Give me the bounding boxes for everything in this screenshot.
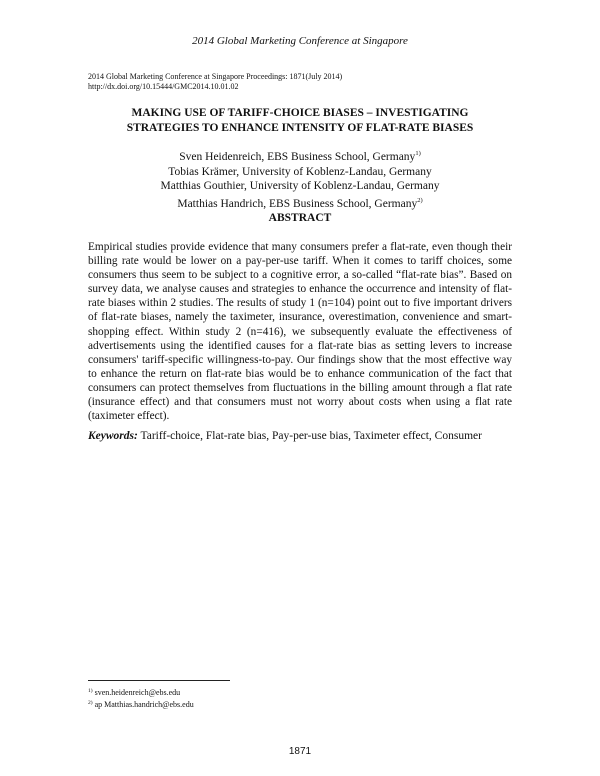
keywords <box>88 430 518 442</box>
proceedings-info <box>88 72 342 92</box>
author-name: Matthias Handrich, EBS Business School, Germany <box>177 197 418 210</box>
doi-line: http://dx.doi.org/10.15444/GMC2014.10.01.02 <box>88 82 239 91</box>
title-line-1: MAKING USE OF TARIFF-CHOICE BIASES – INVESTIGATING <box>131 107 469 119</box>
author-line <box>60 147 540 165</box>
proceedings-line: 2014 Global Marketing Conference at Singapore Proceedings: 1871(July 2014) <box>88 72 343 81</box>
footnote-email: sven.heidenreich@ebs.edu <box>92 688 181 697</box>
footnote <box>88 698 194 710</box>
author-name: Tobias Krämer, University of Koblenz-Landau, Germany <box>168 165 432 178</box>
author-list <box>60 147 540 211</box>
title-line-2: STRATEGIES TO ENHANCE INTENSITY OF FLAT-RATE BIASES <box>126 122 474 134</box>
author-name: Matthias Gouthier, University of Koblenz-Landau, Germany <box>160 180 440 192</box>
author-name: Sven Heidenreich, EBS Business School, Germany <box>179 151 416 163</box>
abstract-body: Empirical studies provide evidence that many consumers prefer a flat-rate, even though their billing rate would be lower on a pay-per-use tariff. When it comes to tariff choices, some consumers thus seem to be subject to a cognitive error, a so-called “flat-rate bias”. Based on survey data, we analyse causes and strategies to enhance the occurrence and intensity of flat-rate biases within 2 studies. The results of study 1 (n=104) point out to five important drivers of flat-rate biases, namely the taximeter, insurance, overestimation, convenience and smart-shopping effect. Within study 2 (n=416), we subsequently evaluate the effectiveness of advertisements using the identified causes for a flat-rate bias as setting levers to increase consumers' tariff-specific willingness-to-pay. Our findings show that the most effective way to enhance the return on flat-rate bias would be to enhance communication of the fact that consumers can protect themselves from fluctuations in the billing amount through a flat rate (insurance effect) and that consumers must not worry about costs when using a flat rate (taximeter effect). <box>88 241 512 423</box>
running-header: 2014 Global Marketing Conference at Singapore <box>192 35 408 47</box>
footnote-email: ap Matthias.handrich@ebs.edu <box>92 700 194 709</box>
footnote-mark: 2) <box>88 700 93 706</box>
footnote <box>88 686 194 698</box>
paper-title <box>60 106 540 136</box>
abstract-heading: ABSTRACT <box>268 212 332 224</box>
author-line <box>60 179 540 194</box>
author-line <box>60 165 540 180</box>
page-number: 1871 <box>288 746 312 757</box>
author-line <box>60 194 540 212</box>
footnotes <box>88 686 194 710</box>
footnote-mark: 1) <box>88 688 93 694</box>
footnote-marker: 1) <box>415 150 421 157</box>
footnote-divider <box>88 680 230 681</box>
keywords-label: Keywords: <box>88 430 138 442</box>
keywords-list: Tariff-choice, Flat-rate bias, Pay-per-use bias, Taximeter effect, Consumer <box>137 430 482 442</box>
footnote-marker: 2) <box>417 196 423 204</box>
